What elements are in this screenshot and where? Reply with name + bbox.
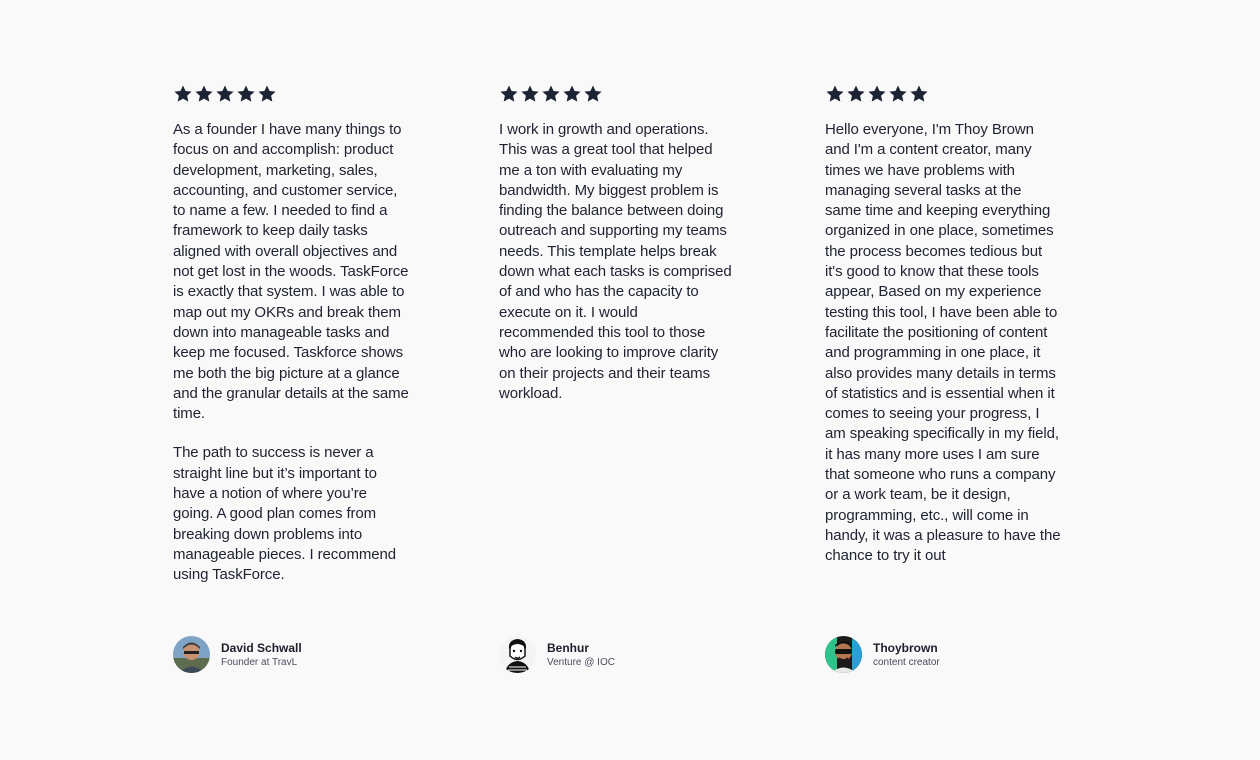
- testimonial-quote: [825, 120, 1061, 567]
- star-icon: [562, 84, 582, 104]
- star-icon: [825, 84, 845, 104]
- star-icon: [499, 84, 519, 104]
- avatar[interactable]: [499, 636, 536, 673]
- testimonial-quote: [499, 120, 735, 404]
- star-icon: [236, 84, 256, 104]
- testimonial-card-benhur: [499, 84, 735, 404]
- avatar[interactable]: [173, 636, 210, 673]
- rating-stars: [173, 84, 409, 106]
- quote-paragraph: Hello everyone, I'm Thoy Brown and I'm a content creator, many times we have problems with managing several tasks at the same time and keeping everything organized in one place, sometimes the process becomes tedious but it's good to know that these tools appear, Based on my experience testing this tool, I have been able to facilitate the positioning of content and programming in one place, it also provides many details in terms of statistics and is essential when it comes to seeing your progress, I am speaking specifically in my field, it has many more uses I am sure that someone who runs a company or a work team, be it design, programming, etc., will come in handy, it was a pleasure to have the chance to try it out: [825, 121, 1061, 565]
- author-role: Founder at TravL: [221, 656, 298, 668]
- star-icon: [541, 84, 561, 104]
- rating-stars: [825, 84, 1061, 106]
- author-name: Benhur: [547, 640, 589, 655]
- testimonial-card-thoybrown: [825, 84, 1061, 567]
- testimonial-card-david: [173, 84, 409, 586]
- quote-paragraph: As a founder I have many things to focus on and accomplish: product development, marketing, sales, accounting, and customer service, to name a few. I needed to find a framework to keep daily tasks aligned with overall objectives and not get lost in the woods. TaskForce is exactly that system. I was able to map out my OKRs and break them down into manageable tasks and keep me focused. Taskforce shows me both the big picture at a glance and the granular details at the same time.: [173, 121, 409, 423]
- author-benhur: [499, 636, 615, 673]
- star-icon: [888, 84, 908, 104]
- star-icon: [257, 84, 277, 104]
- star-icon: [846, 84, 866, 104]
- quote-paragraph: I work in growth and operations. This was a great tool that helped me a ton with evaluating my bandwidth. My biggest problem is finding the balance between doing outreach and supporting my teams needs. This template helps break down what each tasks is comprised of and who has the capacity to execute on it. I would recommended this tool to those who are looking to improve clarity on their projects and their teams workload.: [499, 121, 732, 402]
- star-icon: [215, 84, 235, 104]
- avatar[interactable]: [825, 636, 862, 673]
- testimonial-quote: [173, 120, 409, 586]
- star-icon: [173, 84, 193, 104]
- star-icon: [194, 84, 214, 104]
- star-icon: [909, 84, 929, 104]
- author-role: content creator: [873, 656, 940, 668]
- author-david: [173, 636, 302, 673]
- author-name: Thoybrown: [873, 640, 938, 655]
- star-icon: [867, 84, 887, 104]
- author-info: [221, 641, 302, 669]
- star-icon: [583, 84, 603, 104]
- author-role: Venture @ IOC: [547, 656, 615, 668]
- quote-paragraph: The path to success is never a straight line but it’s important to have a notion of where you’re going. A good plan comes from breaking down problems into manageable pieces. I recommend using TaskForce.: [173, 444, 396, 584]
- author-info: [547, 641, 615, 669]
- author-info: [873, 641, 940, 669]
- author-thoybrown: [825, 636, 940, 673]
- star-icon: [520, 84, 540, 104]
- rating-stars: [499, 84, 735, 106]
- author-name: David Schwall: [221, 640, 302, 655]
